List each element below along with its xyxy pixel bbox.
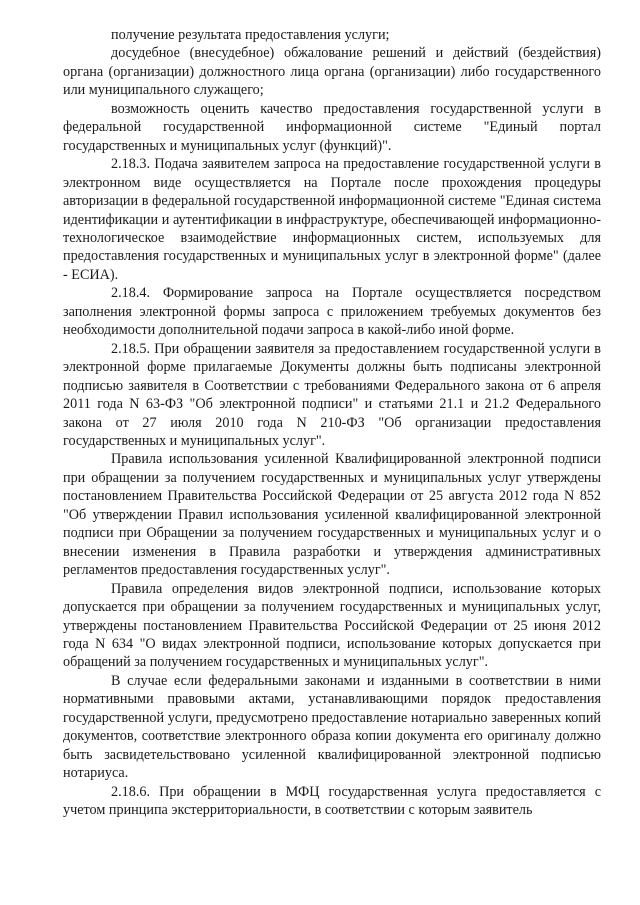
paragraph-notary-copies: В случае если федеральными законами и изданными в соответствии в ними нормативными правовыми актами, устанавливающими порядок предоставления государственной услуги, предусмотрено предоставление нотариально заверенных копий документов, соответствие электронного образа копии документа его оригиналу должно быть засвидетельствовано усиленной квалифицированной электронной подписью нотариуса. [63, 672, 601, 782]
paragraph-2-18-4: 2.18.4. Формирование запроса на Портале осуществляется посредством заполнения электронной формы запроса с приложением требуемых документов без необходимости дополнительной подачи запроса в какой-либо иной форме. [63, 285, 601, 339]
paragraph-obtaining-result: получение результата предоставления услуги; [111, 27, 390, 43]
paragraph-signature-types: Правила определения видов электронной подписи, использование которых допускается при обращении за получением государственных и муниципальных услуг, утверждены постановлением Правительства Российской Федерации от 25 июня 2012 года N 634 "О видах электронной подписи, использование которых допускается при обращений за получением государственных и муниципальных услуг". [63, 580, 601, 671]
paragraph-signature-rules: Правила использования усиленной Квалифицированной электронной подписи при обращении за получением государственных и муниципальных услуг утверждены постановлением Правительства Российской Федерации от 25 августа 2012 года N 852 "Об утверждении Правил использования усиленной квалифицированной электронной подписи при Обращении за получением государственных и муниципальных услуг и о внесении изменения в Правила разработки и утверждения административных регламентов предоставления государственных услуг". [63, 451, 601, 579]
document-body [63, 26, 601, 819]
paragraph-quality-assessment: возможность оценить качество предоставления государственной услуги в федеральной государственной информационной системе "Единый портал государственных и муниципальных услуг (функций)". [63, 100, 601, 154]
paragraph-2-18-3: 2.18.3. Подача заявителем запроса на предоставление государственной услуги в электронном виде осуществляется на Портале после прохождения процедуры авторизации в федеральной государственной информационной системе "Единая система идентификации и аутентификации в инфраструктуре, обеспечивающей информационно-технологическое взаимодействие информационных систем, используемых для предоставления государственных и муниципальных услуг в электронной форме" (далее - ЕСИА). [63, 156, 601, 283]
paragraph-2-18-6: 2.18.6. При обращении в МФЦ государственная услуга предоставляется с учетом принципа экстерриториальности, в соответствии с которым заявитель [63, 783, 601, 819]
paragraph-2-18-5: 2.18.5. При обращении заявителя за предоставлением государственной услуги в электронной форме прилагаемые Документы должны быть подписаны электронной подписью заявителя в Соответствии с требованиями Федерального закона от 6 апреля 2011 года N 63-ФЗ "Об электронной подписи" и статьями 21.1 и 21.2 Федерального закона от 27 июля 2010 года N 210-ФЗ "Об организации предоставления государственных и муниципальных услуг". [63, 340, 601, 449]
paragraph-pretrial-appeal: досудебное (внесудебное) обжалование решений и действий (бездействия) органа (организации) должностного лица органа (организации) либо государственного или муниципального служащего; [63, 45, 601, 99]
